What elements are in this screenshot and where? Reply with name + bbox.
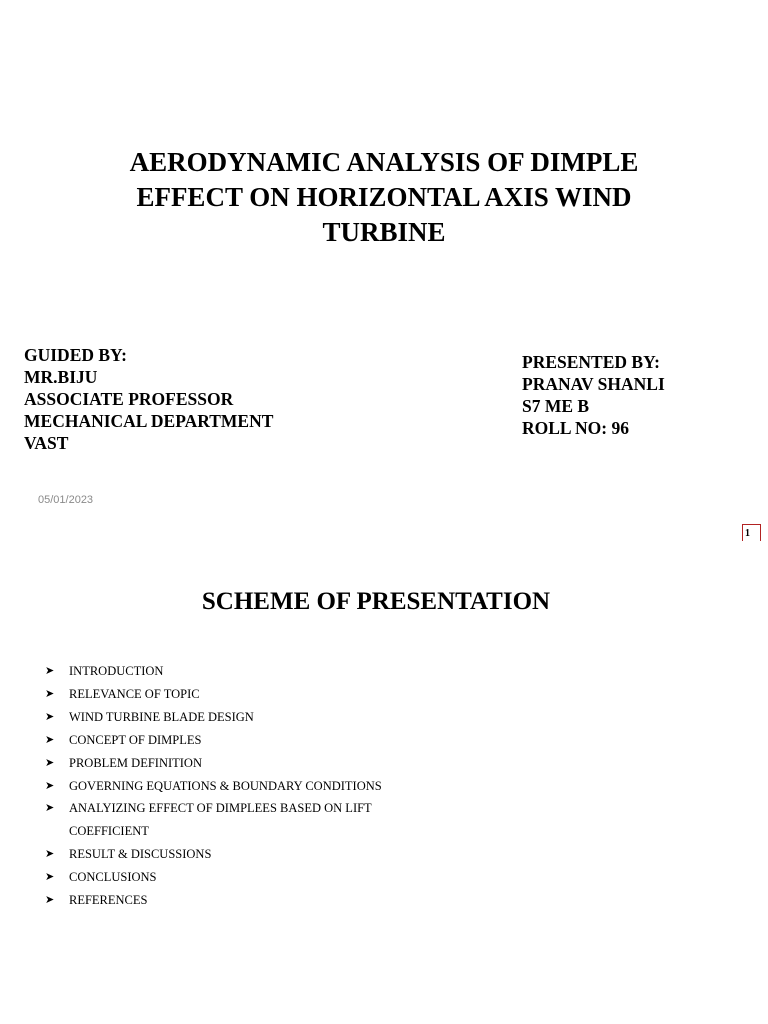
scheme-slide [0, 545, 768, 1024]
list-item [45, 866, 409, 889]
arrowhead-bullet-icon: ➤ [45, 778, 55, 792]
list-item [45, 889, 409, 912]
guide-name: MR.BIJU [24, 367, 98, 387]
list-item-text: WIND TURBINE BLADE DESIGN [69, 709, 254, 724]
list-item [45, 752, 409, 775]
list-item [45, 797, 409, 843]
arrowhead-bullet-icon: ➤ [45, 732, 55, 746]
arrowhead-bullet-icon: ➤ [45, 870, 55, 884]
presenter-name: PRANAV SHANLI [522, 374, 665, 394]
list-item-text: GOVERNING EQUATIONS & BOUNDARY CONDITIONS [69, 778, 382, 793]
arrowhead-bullet-icon: ➤ [45, 755, 55, 769]
presented-by-heading: PRESENTED BY: [522, 352, 660, 372]
list-item-text: RELEVANCE OF TOPIC [69, 686, 200, 701]
list-item [45, 683, 409, 706]
list-item-text: PROBLEM DEFINITION [69, 755, 202, 770]
list-item [45, 729, 409, 752]
arrowhead-bullet-icon: ➤ [45, 686, 55, 700]
arrowhead-bullet-icon: ➤ [45, 709, 55, 723]
presented-by-block [522, 351, 665, 439]
page-number: 1 [742, 524, 761, 541]
scheme-title: SCHEME OF PRESENTATION [201, 588, 551, 615]
presenter-class: S7 ME B [522, 396, 590, 416]
presentation-title: AERODYNAMIC ANALYSIS OF DIMPLE EFFECT ON HORIZONTAL AXIS WIND TURBINE [129, 147, 639, 247]
list-item-text: CONCEPT OF DIMPLES [69, 732, 202, 747]
list-item [45, 775, 409, 798]
guide-department: MECHANICAL DEPARTMENT [24, 411, 274, 431]
slide-date: 05/01/2023 [38, 494, 94, 506]
list-item-text: INTRODUCTION [69, 664, 164, 678]
list-item-text: REFERENCES [69, 893, 148, 908]
arrowhead-bullet-icon: ➤ [45, 893, 55, 907]
list-item-text: ANALYIZING EFFECT OF DIMPLEES BASED ON LIFT COEFFICIENT [69, 801, 372, 839]
list-item [45, 706, 409, 729]
list-item-text: RESULT & DISCUSSIONS [69, 847, 212, 862]
guided-by-heading: GUIDED BY: [24, 345, 127, 365]
guided-by-block [24, 344, 273, 454]
list-item [45, 660, 409, 683]
scheme-list [45, 660, 409, 912]
arrowhead-bullet-icon: ➤ [45, 847, 55, 861]
list-item [45, 843, 409, 866]
presenter-roll-number: ROLL NO: 96 [522, 418, 629, 438]
guide-institution: VAST [24, 433, 69, 453]
guide-designation: ASSOCIATE PROFESSOR [24, 389, 234, 409]
arrowhead-bullet-icon: ➤ [45, 801, 55, 815]
arrowhead-bullet-icon: ➤ [45, 664, 55, 677]
list-item-text: CONCLUSIONS [69, 870, 157, 885]
